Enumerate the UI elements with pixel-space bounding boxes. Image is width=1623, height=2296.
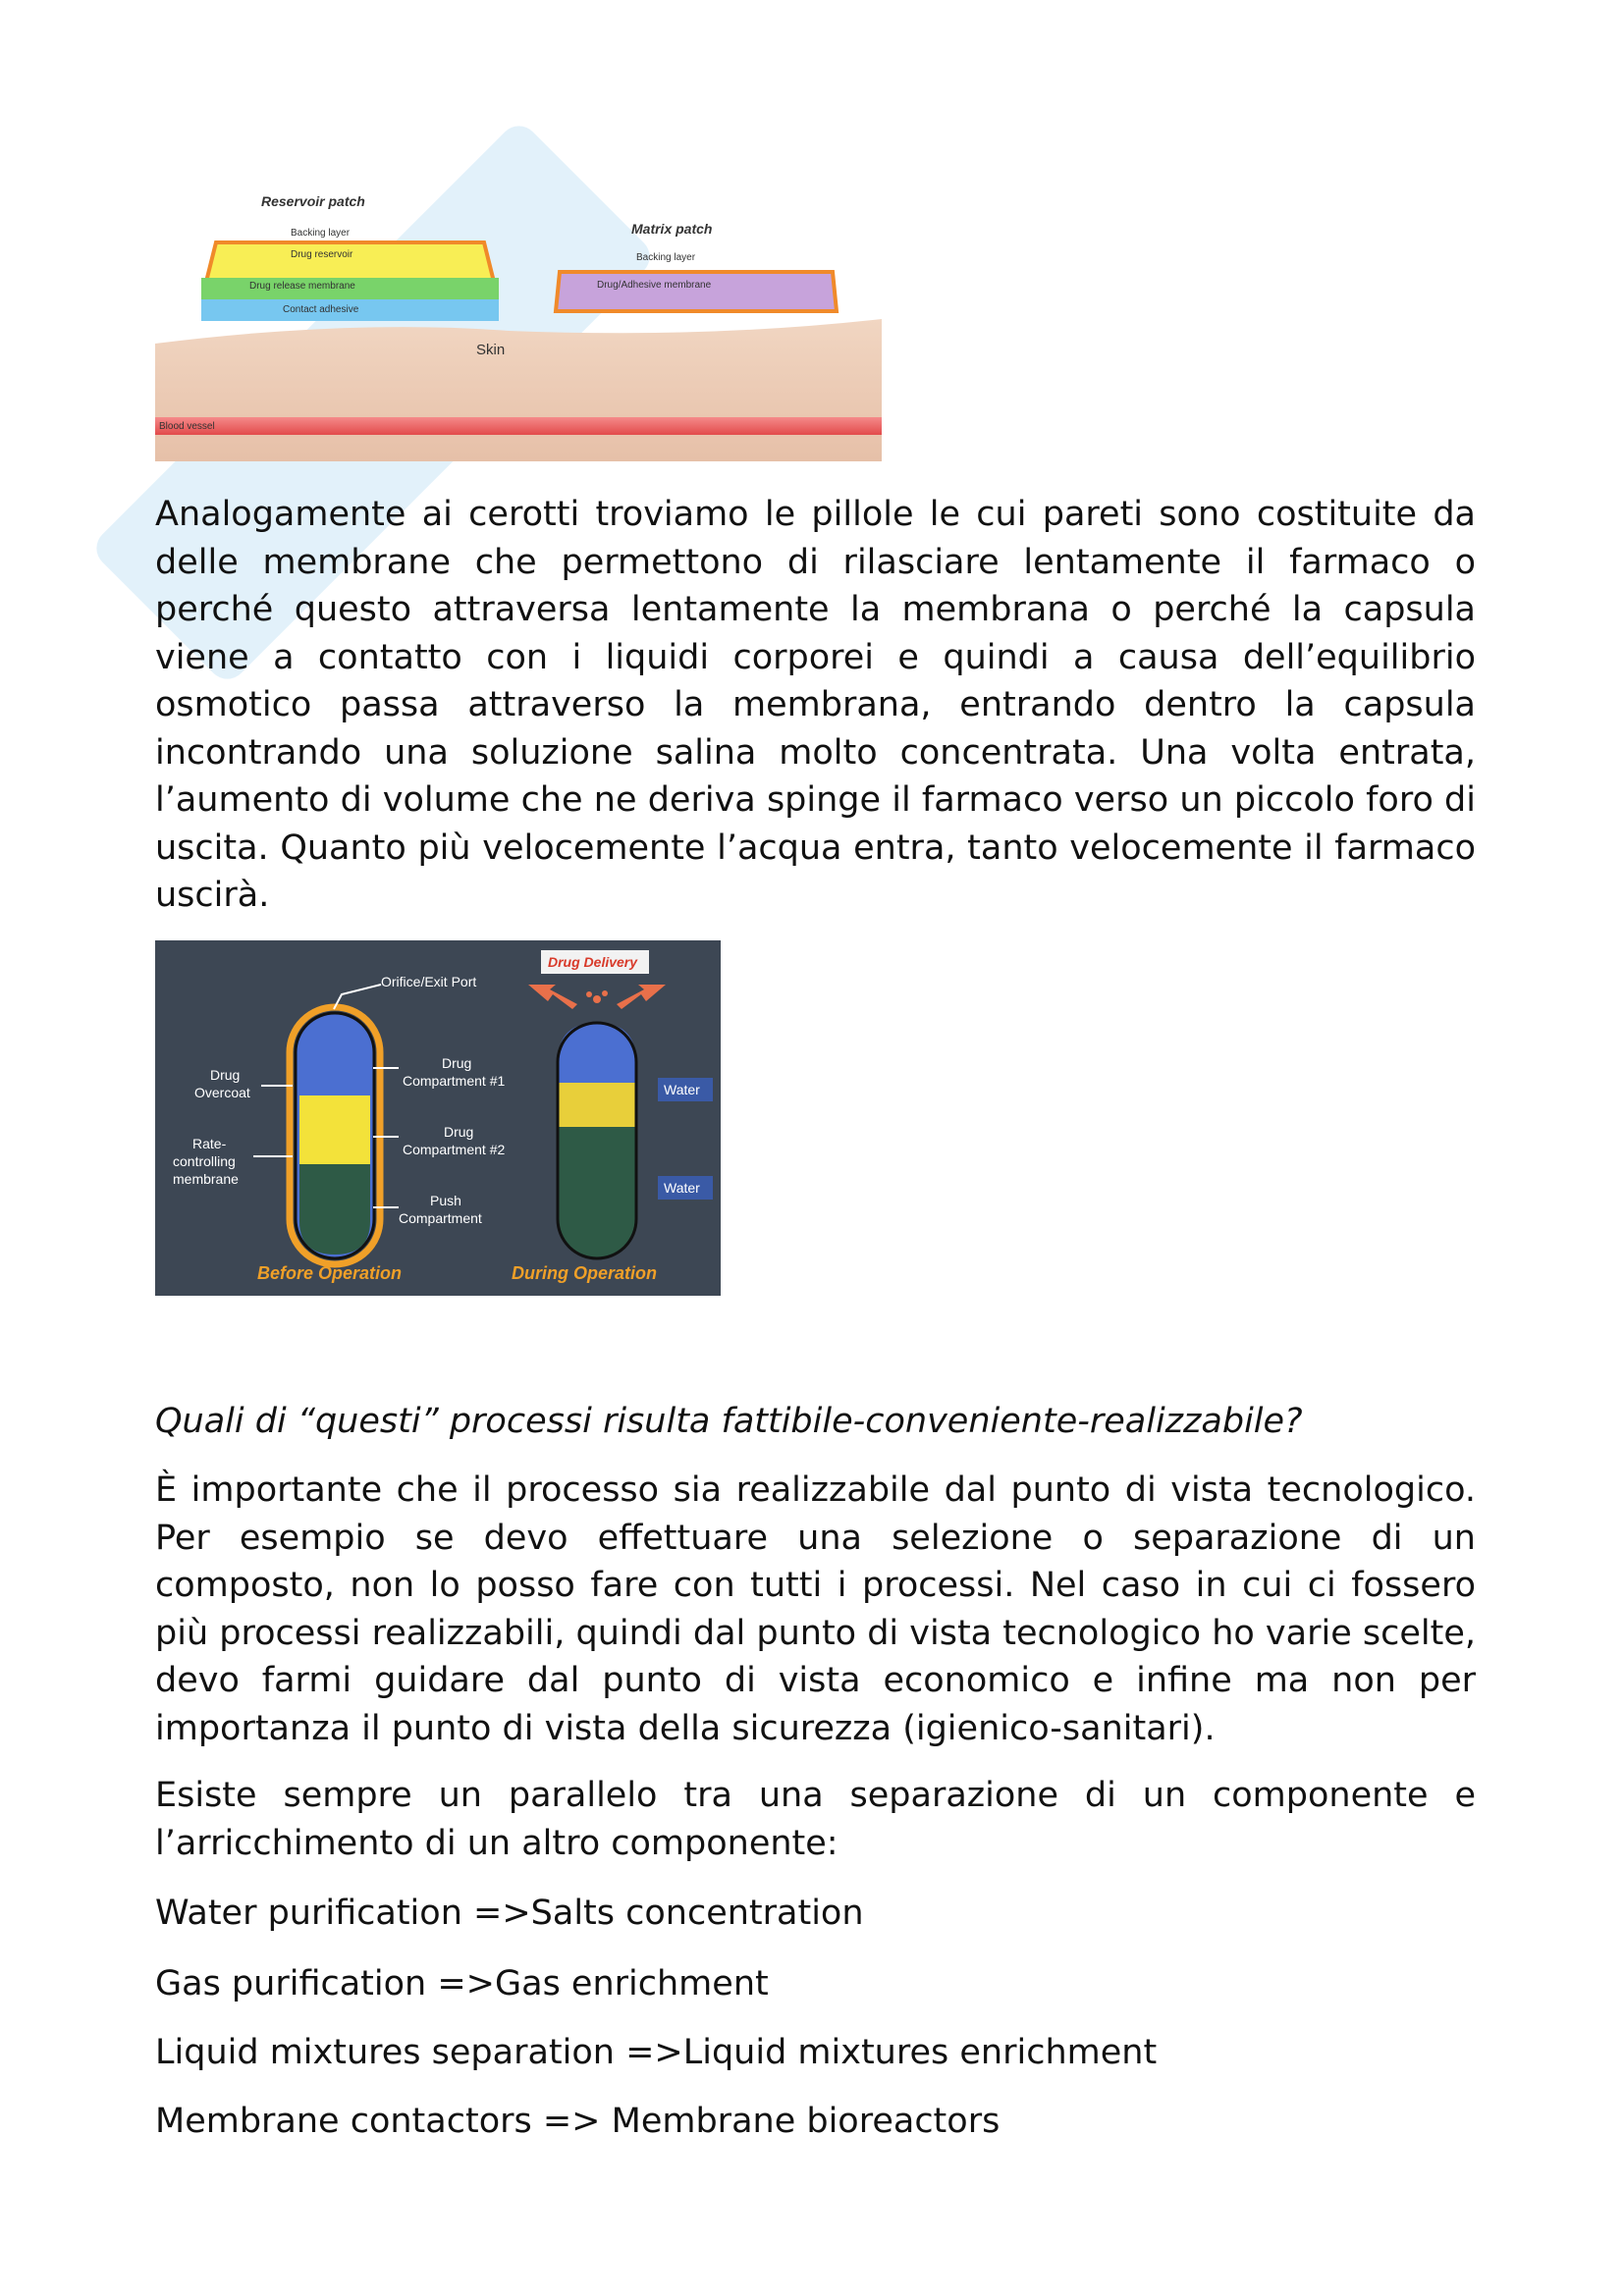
during-operation-label: During Operation <box>512 1263 657 1283</box>
rate-label-1: Rate- <box>192 1136 227 1151</box>
question-heading: Quali di “questi” processi risulta fattibile-conveniente-realizzabile? <box>155 1402 1303 1441</box>
push-compartment-fill <box>299 1164 370 1255</box>
pair-line: Liquid mixtures separation =>Liquid mixtures enrichment <box>155 2033 1158 2072</box>
compartment2-label-2: Compartment #2 <box>403 1142 506 1157</box>
water-label-2: Water <box>664 1180 700 1196</box>
drug-mixing-fill <box>558 1083 636 1127</box>
backing-layer-label: Backing layer <box>291 228 351 239</box>
paragraph-parallel: Esiste sempre un parallelo tra una separazione di un componente e l’arricchimento di un altro componente: <box>155 1776 1476 1863</box>
contact-adhesive-label: Contact adhesive <box>283 304 359 315</box>
rate-label-2: controlling <box>173 1153 236 1169</box>
water-label-1: Water <box>664 1082 700 1097</box>
drug-particles <box>602 990 608 996</box>
blood-vessel-label: Blood vessel <box>159 421 215 432</box>
patch-diagram <box>155 182 882 461</box>
skin-label: Skin <box>476 342 506 358</box>
orifice-label: Orifice/Exit Port <box>381 974 477 989</box>
drug-reservoir-shape <box>206 242 494 282</box>
drug-compartment-2-fill <box>299 1095 370 1164</box>
blood-vessel <box>155 417 882 435</box>
matrix-title: Matrix patch <box>631 221 713 237</box>
pair-line: Membrane contactors => Membrane bioreactors <box>155 2102 1001 2141</box>
pair-line: Gas purification =>Gas enrichment <box>155 1964 769 2003</box>
osmotic-pill-diagram <box>155 940 721 1296</box>
push-label-2: Compartment <box>399 1210 482 1226</box>
skin-layer <box>155 319 882 461</box>
paragraph-feasibility: È importante che il processo sia realizzabile dal punto di vista tecnologico. Per esempio se devo effettuare una selezione o separazione di un composto, non lo posso fare con tutti i processi. Nel caso in cui ci fossero più processi realizzabili, quindi dal punto di vista tecnologico ho varie scelte, devo farmi guidare dal punto di vista economico e infine ma non per importanza il punto di vista della sicurezza (igienico-sanitari). <box>155 1470 1476 1748</box>
drug-particles <box>593 995 601 1003</box>
reservoir-title: Reservoir patch <box>261 193 365 209</box>
compartment1-label-1: Drug <box>442 1055 472 1071</box>
drug-particles <box>586 991 592 997</box>
matrix-membrane-label: Drug/Adhesive membrane <box>597 280 712 291</box>
push-label-1: Push <box>430 1193 461 1208</box>
drug-reservoir-label: Drug reservoir <box>291 249 353 260</box>
before-operation-label: Before Operation <box>257 1263 403 1283</box>
matrix-backing-label: Backing layer <box>636 252 696 263</box>
rate-label-3: membrane <box>173 1171 239 1187</box>
paragraph-pills: Analogamente ai cerotti troviamo le pillole le cui pareti sono costituite da delle membrane che permettono di rilasciare lentamente il farmaco o perché questo attraversa lentamente la membrana o perché la capsula viene a contatto con i liquidi corporei e quindi a causa dell’equilibrio osmotico passa attraverso la membrana, entrando dentro la capsula incontrando una soluzione salina molto concentrata. Una volta entrata, l’aumento di volume che ne deriva spinge il farmaco verso un piccolo foro di uscita. Quanto più velocemente l’acqua entra, tanto velocemente il farmaco uscirà. <box>155 495 1476 915</box>
overcoat-label-1: Drug <box>210 1067 241 1083</box>
drug-delivery-label: Drug Delivery <box>548 954 638 970</box>
compartment1-label-2: Compartment #1 <box>403 1073 506 1089</box>
drug-remaining-fill <box>558 1023 636 1083</box>
compartment2-label-1: Drug <box>444 1124 474 1140</box>
drug-release-membrane-label: Drug release membrane <box>249 281 355 292</box>
pair-line: Water purification =>Salts concentration <box>155 1894 864 1933</box>
overcoat-label-2: Overcoat <box>194 1085 250 1100</box>
matrix-membrane-shape <box>556 272 837 311</box>
